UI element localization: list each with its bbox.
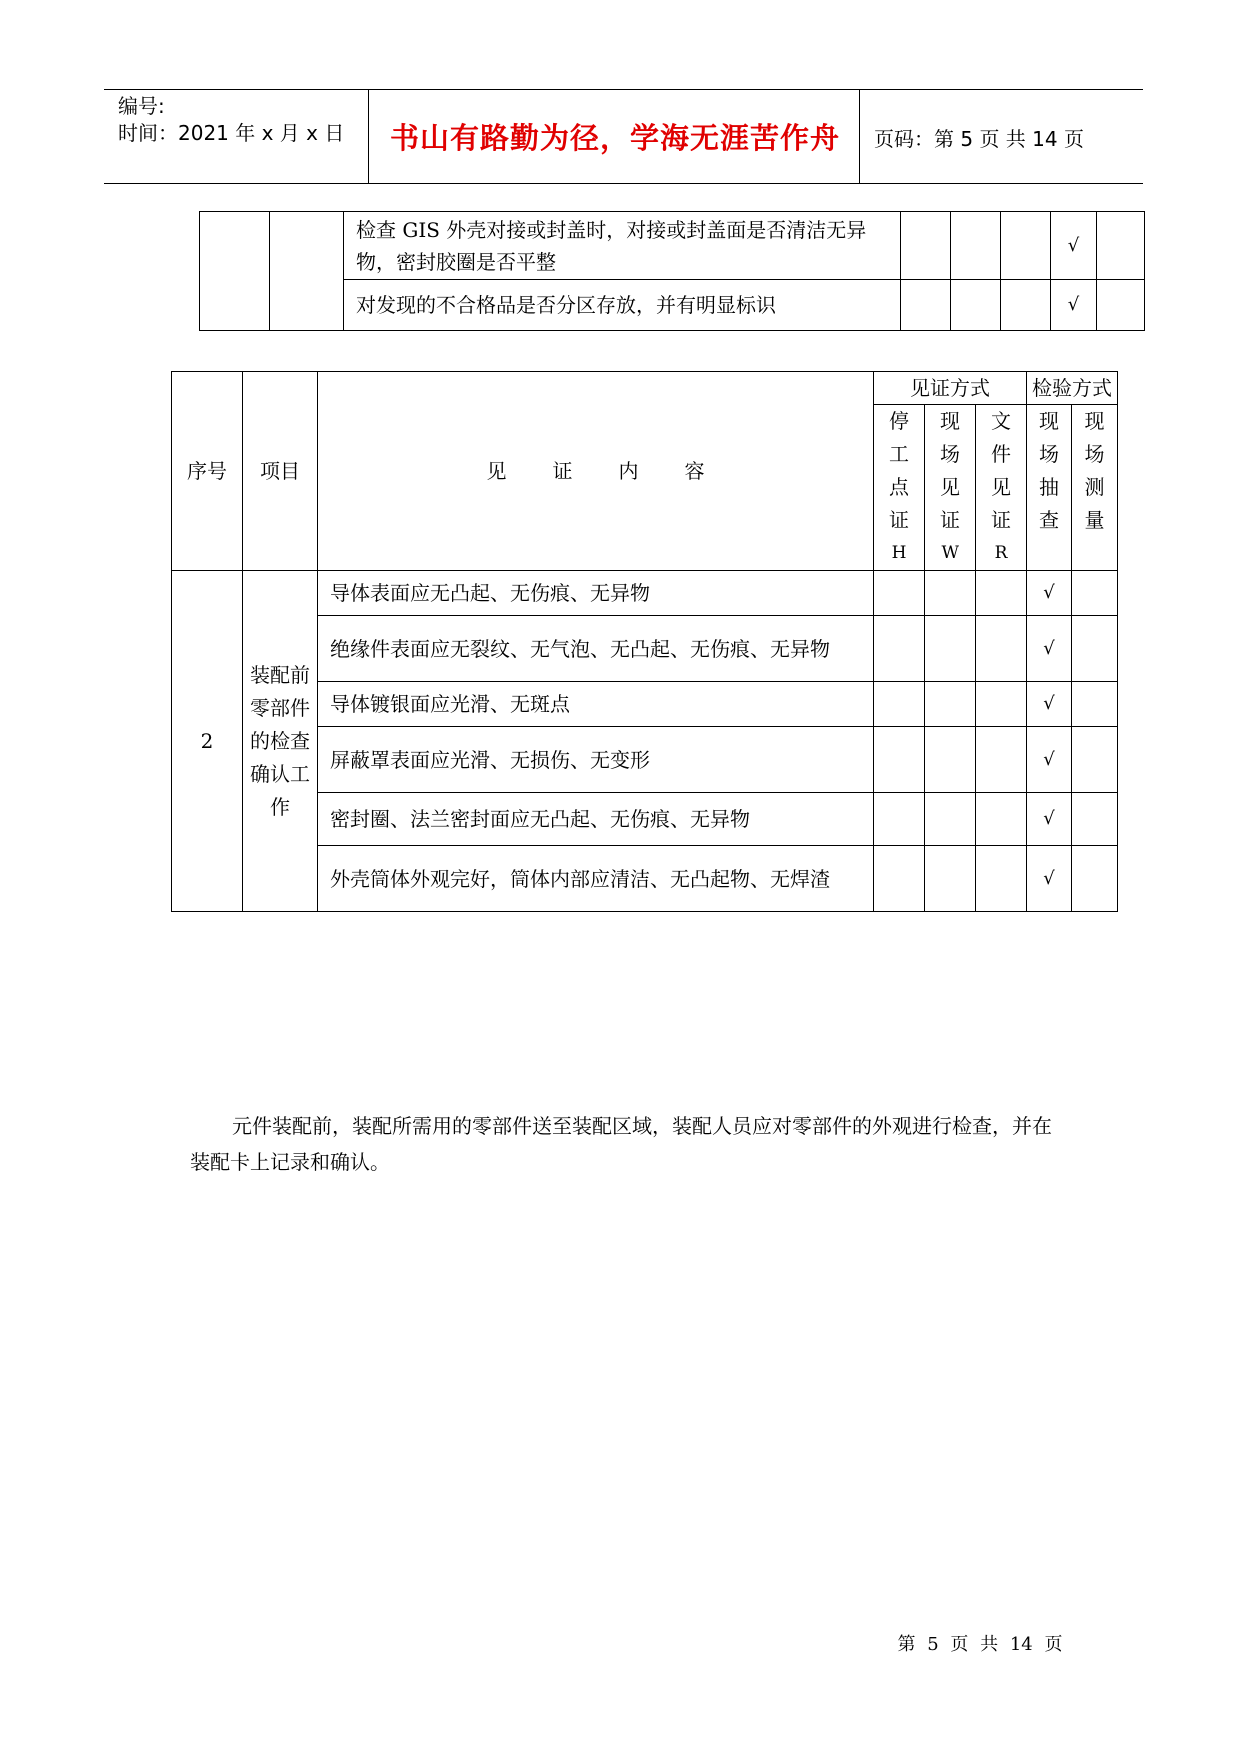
witness-content-cell: 屏蔽罩表面应光滑、无损伤、无变形	[318, 727, 874, 793]
site-witness-header: 现 场 见 证 W	[925, 405, 976, 571]
continuation-table	[199, 211, 1145, 331]
spot-check-mark: √	[1051, 212, 1097, 280]
document-time-label: 时间：2021 年 x 月 x 日	[118, 121, 345, 145]
table-header-row	[172, 372, 1118, 405]
spot-check-mark: √	[1051, 280, 1097, 331]
header-bottom-rule	[104, 183, 1143, 184]
document-number-label: 编号:	[118, 94, 165, 118]
spot-check-mark: √	[1027, 846, 1072, 912]
spot-check-mark: √	[1027, 571, 1072, 616]
item-name: 装配前零部件的检查确认工作	[243, 571, 318, 912]
seq-cell	[200, 212, 270, 331]
witness-method-header: 见证方式	[874, 372, 1027, 405]
header-top-rule	[104, 89, 1143, 90]
witness-content-cell: 检查 GIS 外壳对接或封盖时，对接或封盖面是否清洁无异物，密封胶圈是否平整	[344, 212, 901, 280]
witness-content-cell: 对发现的不合格品是否分区存放，并有明显标识	[344, 280, 901, 331]
header-divider-left	[368, 90, 369, 183]
spot-check-mark: √	[1027, 727, 1072, 793]
spot-check-header: 现 场 抽 查	[1027, 405, 1072, 571]
content-header: 见证内容	[318, 372, 874, 571]
inspection-method-header: 检验方式	[1027, 372, 1118, 405]
witness-content-cell: 绝缘件表面应无裂纹、无气泡、无凸起、无伤痕、无异物	[318, 616, 874, 682]
body-paragraph: 元件装配前，装配所需用的零部件送至装配区域，装配人员应对零部件的外观进行检查，并在装配卡上记录和确认。	[190, 1114, 1052, 1174]
header-page-label: 页码：第 5 页 共 14 页	[874, 127, 1084, 151]
item-cell	[270, 212, 344, 331]
measurement-header: 现 场 测 量	[1072, 405, 1118, 571]
spot-check-mark: √	[1027, 616, 1072, 682]
witness-content-cell: 密封圈、法兰密封面应无凸起、无伤痕、无异物	[318, 793, 874, 846]
inspection-table	[171, 371, 1118, 912]
header-motto: 书山有路勤为径，学海无涯苦作舟	[389, 121, 840, 155]
seq-header: 序号	[172, 372, 243, 571]
document-witness-header: 文 件 见 证 R	[976, 405, 1027, 571]
witness-content-cell: 导体镀银面应光滑、无斑点	[318, 682, 874, 727]
witness-content-cell: 导体表面应无凸起、无伤痕、无异物	[318, 571, 874, 616]
spot-check-mark: √	[1027, 793, 1072, 846]
table-row	[200, 212, 1145, 280]
page-footer: 第 5 页 共 14 页	[897, 1634, 1063, 1655]
witness-content-cell: 外壳筒体外观完好，筒体内部应清洁、无凸起物、无焊渣	[318, 846, 874, 912]
hold-point-header: 停 工 点 证 H	[874, 405, 925, 571]
table-row	[172, 571, 1118, 616]
seq-number: 2	[172, 571, 243, 912]
spot-check-mark: √	[1027, 682, 1072, 727]
item-header: 项目	[243, 372, 318, 571]
